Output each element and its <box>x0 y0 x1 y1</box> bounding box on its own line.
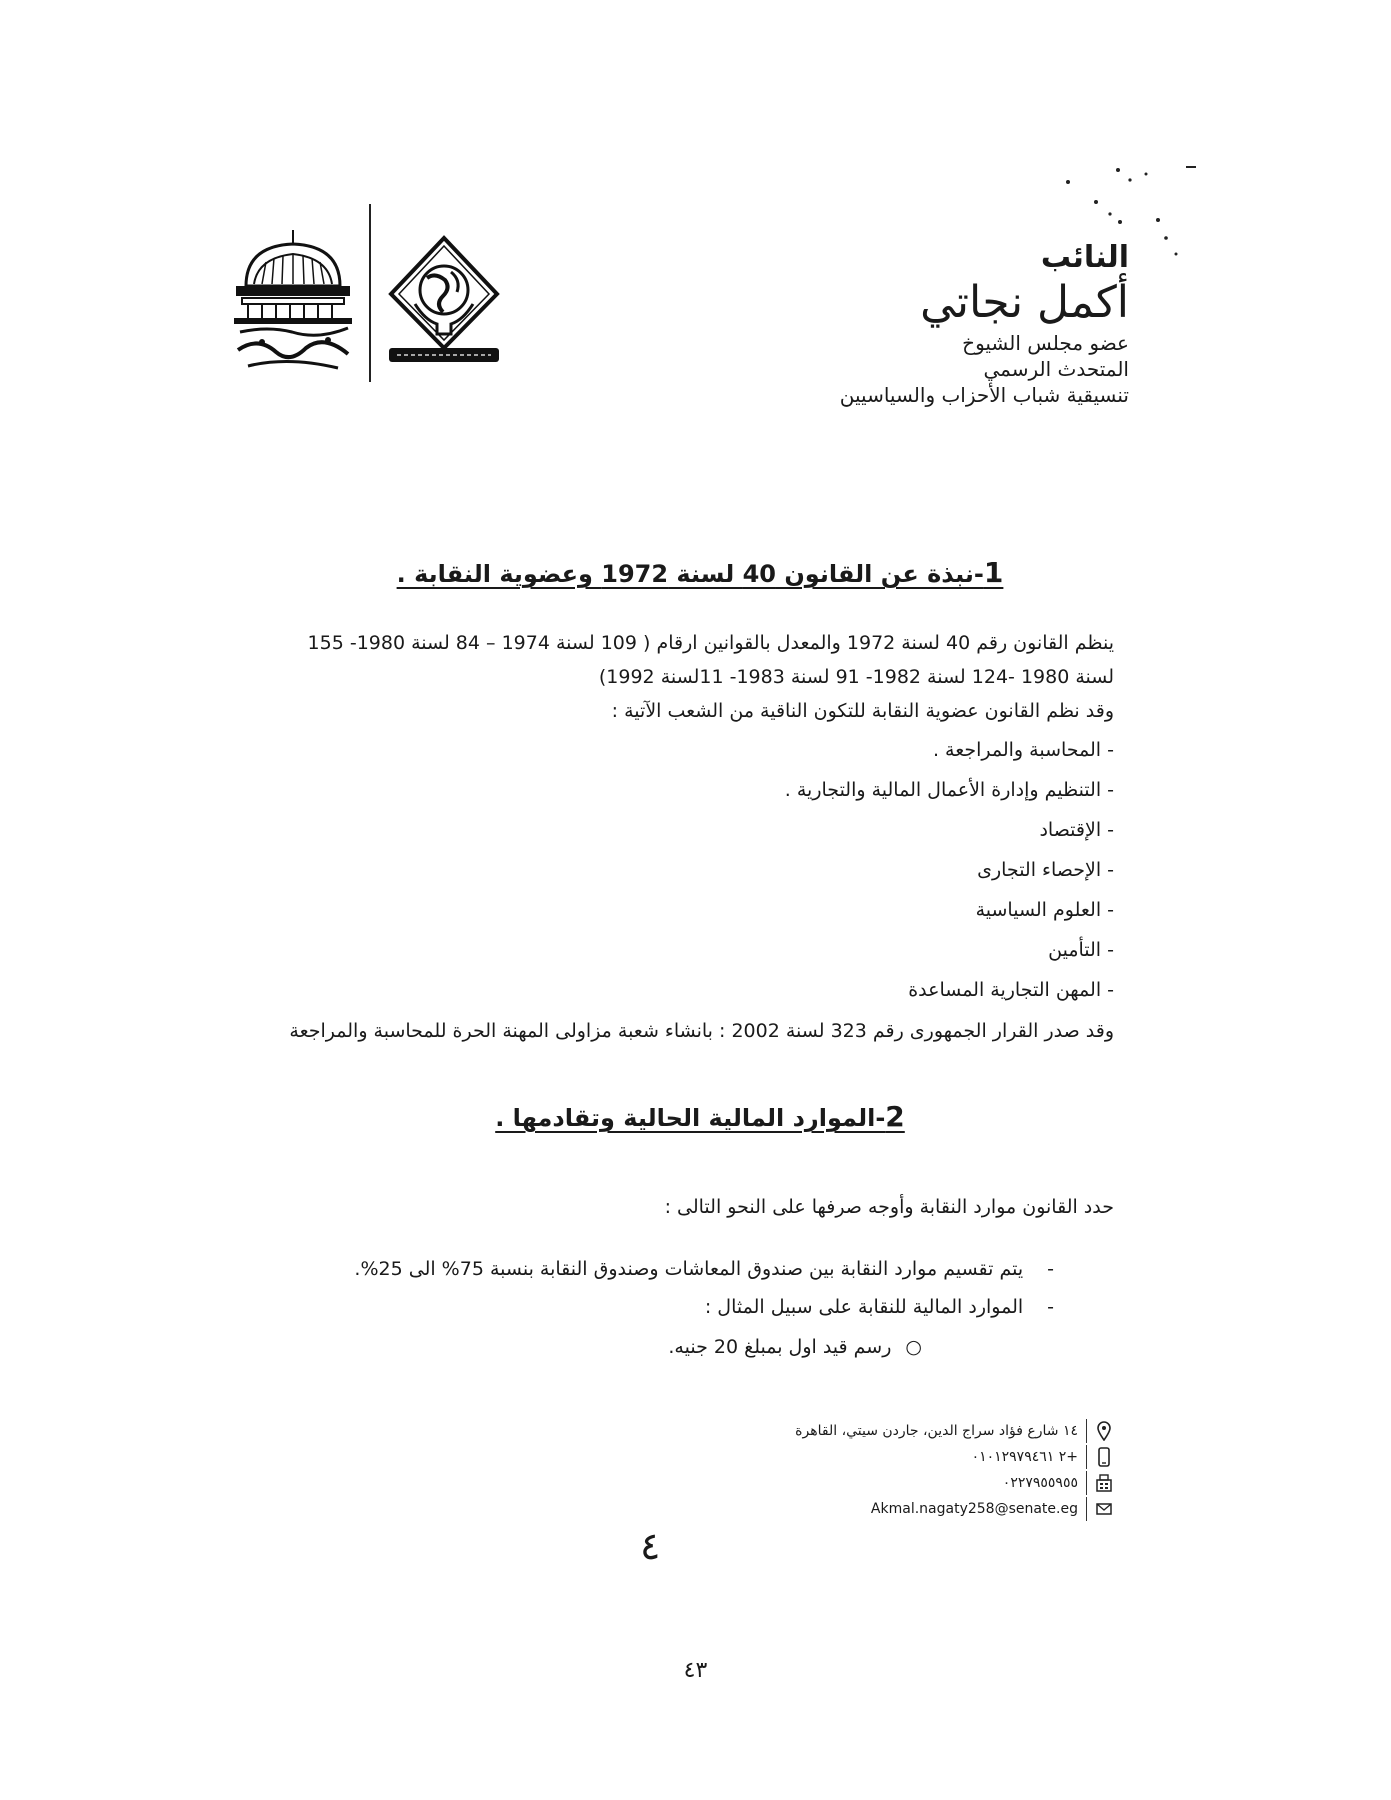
branch-item: - الإحصاء التجارى <box>977 859 1114 881</box>
resources-intro: حدد القانون موارد النقابة وأوجه صرفها على النحو التالى : <box>664 1196 1114 1218</box>
youth-coordination-logo <box>385 234 503 364</box>
address-text: ١٤ شارع فؤاد سراج الدين، جاردن سيتي، القاهرة <box>795 1423 1078 1439</box>
sender-role-1: عضو مجلس الشيوخ <box>962 331 1129 355</box>
section-2-body <box>286 1190 1114 1364</box>
fax-row <box>753 1470 1113 1496</box>
branch-item: - الإقتصاد <box>1039 819 1114 841</box>
resource-bullet <box>286 1252 1054 1286</box>
branch-item: - المحاسبة والمراجعة . <box>932 739 1114 761</box>
fax-number: ٠٢٢٧٩٥٥٩٥٥ <box>1002 1475 1078 1491</box>
resource-bullet-text: الموارد المالية للنقابة على سبيل المثال : <box>704 1296 1024 1318</box>
resource-sub-bullet <box>286 1330 1054 1364</box>
sender-title: النائب <box>1040 240 1129 275</box>
footer-separator <box>1086 1471 1087 1495</box>
branches-list <box>286 730 1114 1010</box>
mobile-number: +٢ ٠١٠١٢٩٧٩٤٦١ <box>971 1449 1078 1465</box>
footer-separator <box>1086 1497 1087 1521</box>
branch-item: - المهن التجارية المساعدة <box>908 979 1114 1001</box>
section-2 <box>286 1100 1114 1135</box>
page-number: ٤٣ <box>683 1658 708 1683</box>
law-paragraph-line-3: وقد نظم القانون عضوية النقابة للتكون الناقية من الشعب الآتية : <box>611 700 1114 722</box>
section-2-number: 2 <box>885 1100 905 1133</box>
section-2-heading <box>286 1100 1114 1135</box>
sender-role-2: المتحدث الرسمي <box>983 357 1129 381</box>
circle-marker: ○ <box>905 1336 922 1358</box>
branch-item: - العلوم السياسية <box>975 899 1114 921</box>
section-2-title: -الموارد المالية الحالية وتقادمها . <box>495 1104 886 1132</box>
dash-marker: - <box>1047 1296 1054 1318</box>
section-1 <box>286 556 1114 591</box>
sender-header <box>709 240 1129 408</box>
location-pin-icon <box>1095 1421 1113 1441</box>
logo-divider <box>369 204 371 382</box>
dash-marker: - <box>1047 1258 1054 1280</box>
section-1-number: 1 <box>983 556 1004 589</box>
section-1-body <box>286 626 1114 1048</box>
resources-bullets <box>286 1252 1114 1364</box>
branch-item: - التنظيم وإدارة الأعمال المالية والتجارية . <box>784 779 1114 801</box>
email-address: Akmal.nagaty258@senate.eg <box>870 1501 1078 1517</box>
branch-item: - التأمين <box>1048 939 1114 961</box>
sender-name: أكمل نجاتي <box>920 277 1129 328</box>
contact-footer <box>753 1418 1113 1522</box>
law-paragraph-line-2: لسنة 1980 -124 لسنة 1982- 91 لسنة 1983- 11لسنة 1992) <box>598 666 1114 688</box>
mobile-row <box>753 1444 1113 1470</box>
email-row <box>753 1496 1113 1522</box>
senate-logo <box>228 228 358 378</box>
address-row <box>753 1418 1113 1444</box>
sender-role-3: تنسيقية شباب الأحزاب والسياسيين <box>839 383 1129 407</box>
decree-paragraph: وقد صدر القرار الجمهورى رقم 323 لسنة 2002 : بانشاء شعبة مزاولى المهنة الحرة للمحاسبة والمراجعة <box>289 1020 1114 1042</box>
section-1-title: -نبذة عن القانون 40 لسنة 1972 وعضوية النقابة . <box>396 560 984 588</box>
footer-separator <box>1086 1445 1087 1469</box>
law-paragraph-line-1: ينظم القانون رقم 40 لسنة 1972 والمعدل بالقوانين ارقام ( 109 لسنة 1974 – 84 لسنة 1980- 155 <box>307 632 1114 654</box>
resource-bullet <box>286 1290 1054 1324</box>
mobile-phone-icon <box>1095 1447 1113 1467</box>
resource-sub-bullet-text: رسم قيد اول بمبلغ 20 جنيه. <box>668 1336 892 1358</box>
section-1-heading <box>286 556 1114 591</box>
handwritten-mark: ٤ <box>640 1524 661 1568</box>
footer-separator <box>1086 1419 1087 1443</box>
email-icon <box>1095 1499 1113 1519</box>
fax-icon <box>1095 1473 1113 1493</box>
resource-bullet-text: يتم تقسيم موارد النقابة بين صندوق المعاشات وصندوق النقابة بنسبة 75% الى 25%. <box>354 1258 1024 1280</box>
